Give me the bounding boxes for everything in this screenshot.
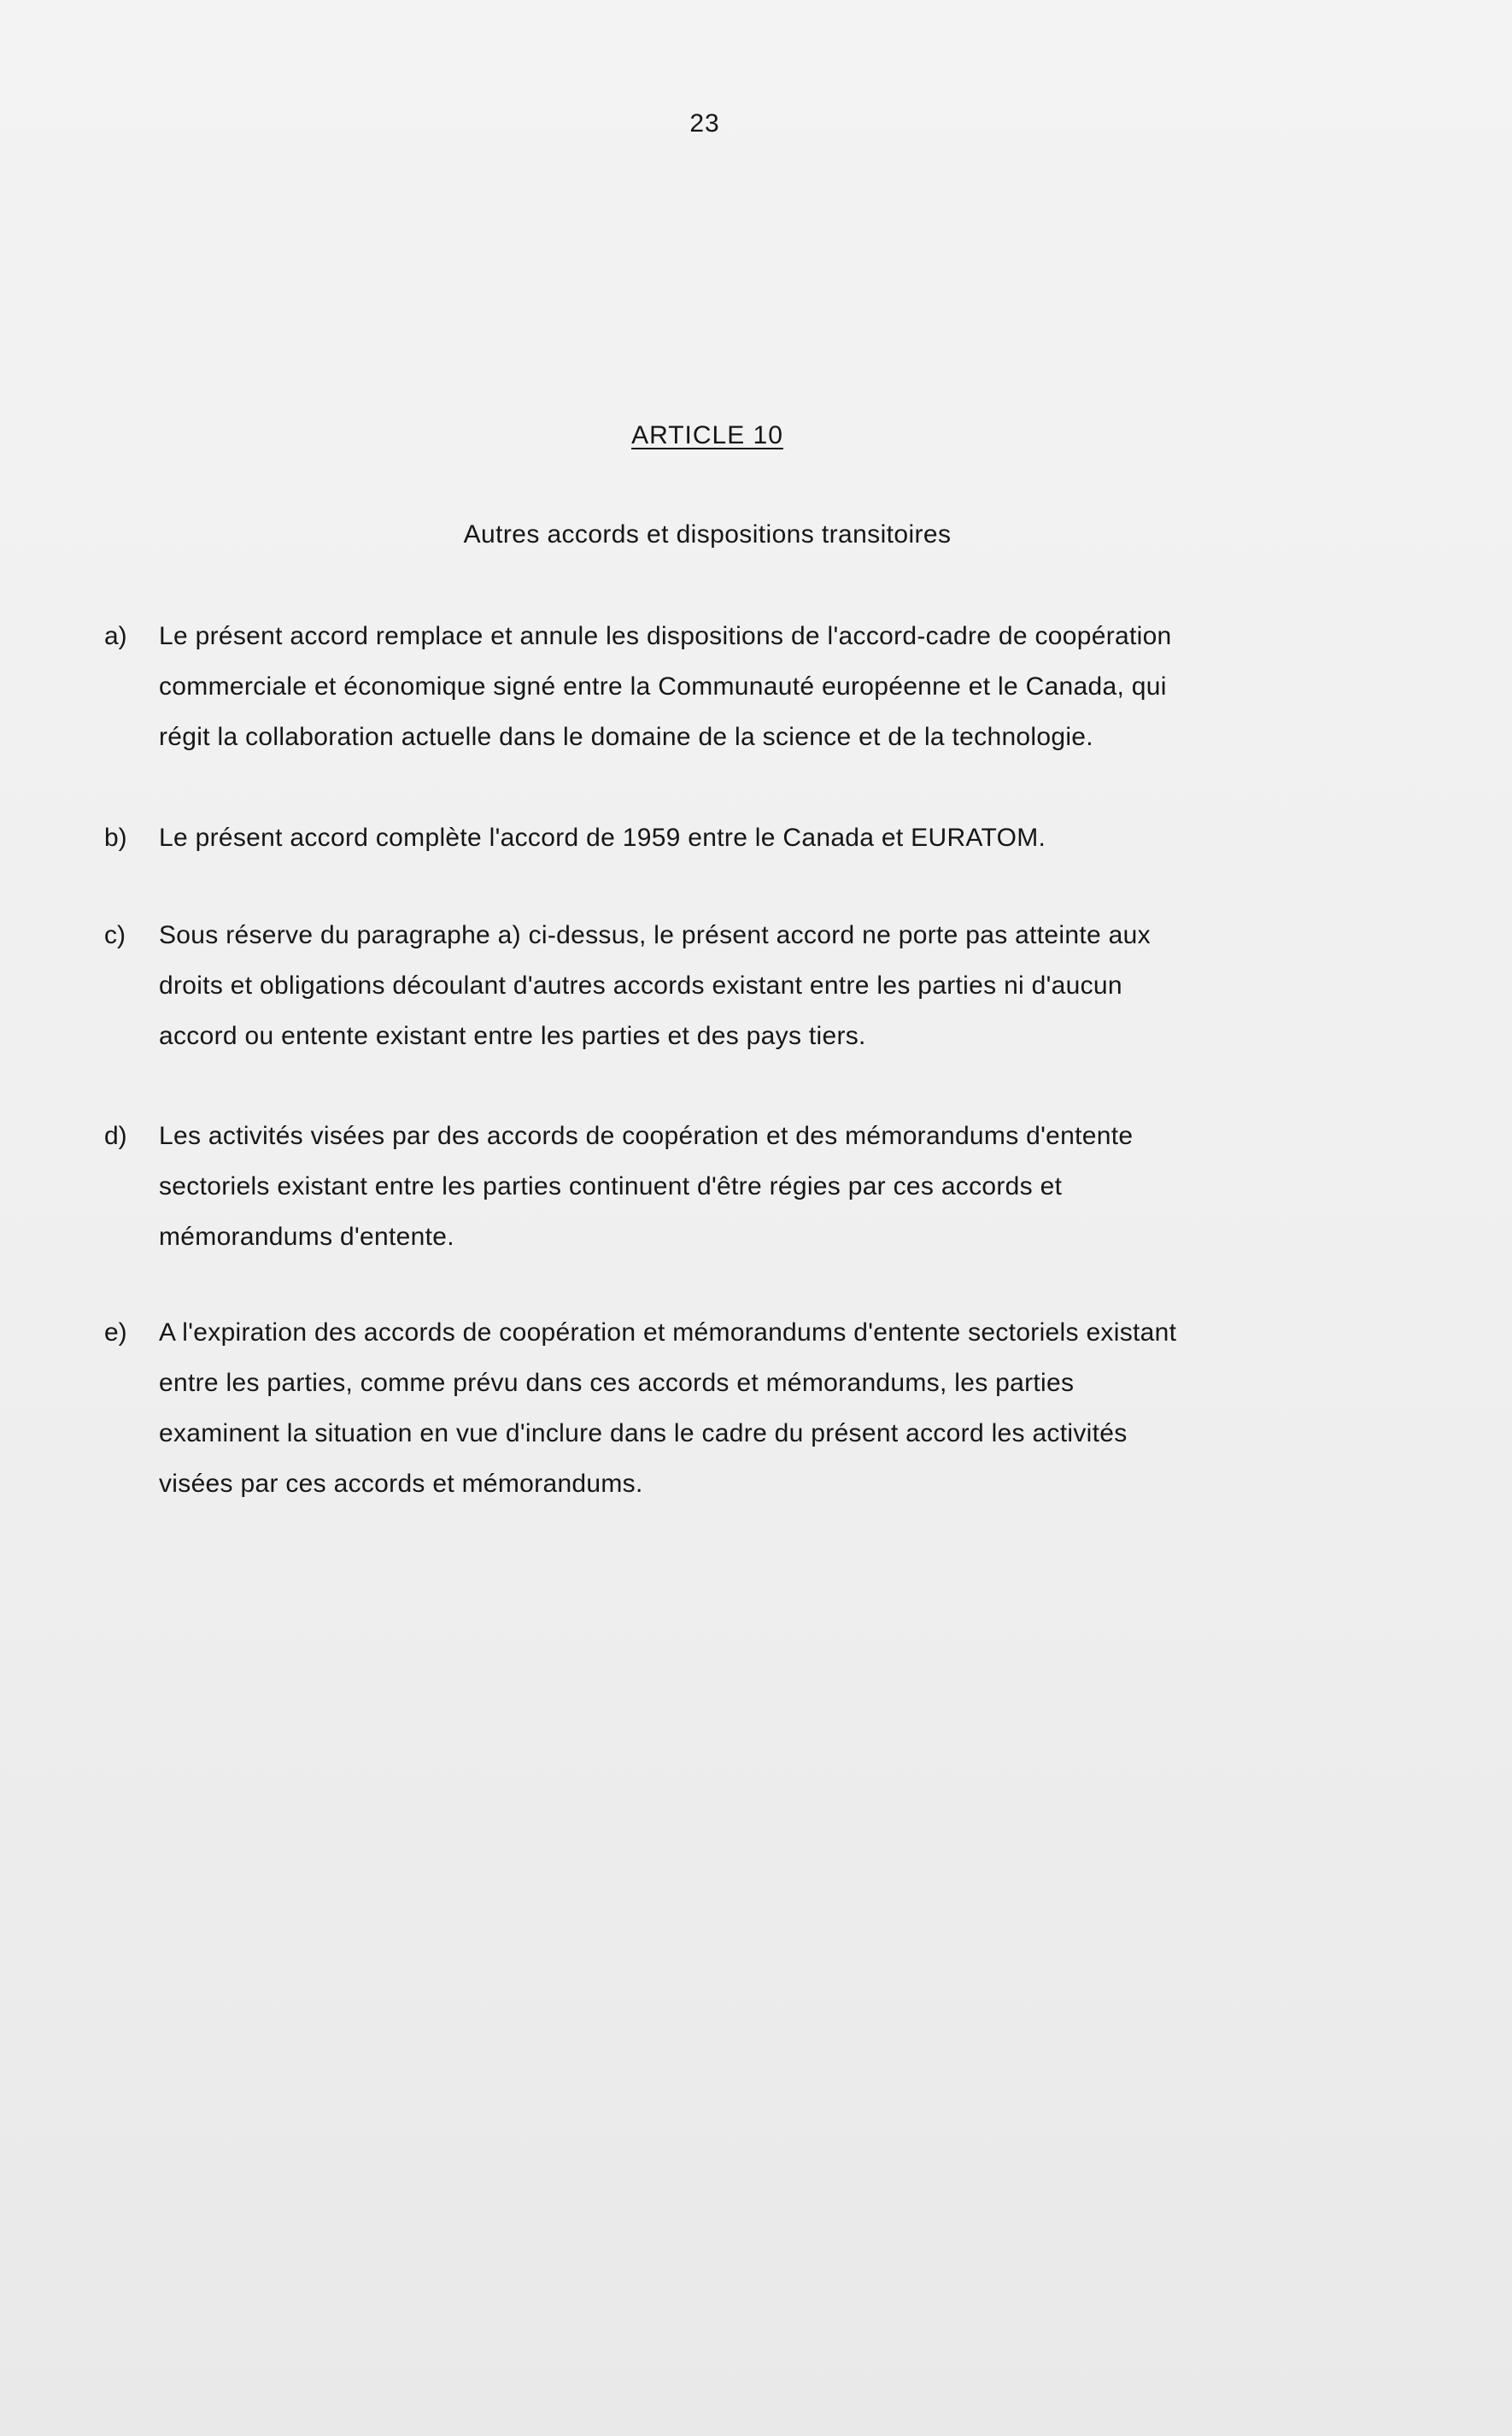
- clause-label: e): [104, 1318, 127, 1347]
- clause-line: Sous réserve du paragraphe a) ci-dessus, le présent accord ne porte pas atteinte aux: [159, 921, 1151, 949]
- clause-line: mémorandums d'entente.: [159, 1223, 454, 1251]
- clause-text: [159, 1111, 1355, 1262]
- article-subtitle: Autres accords et dispositions transitoires: [463, 520, 952, 549]
- clause-text: [159, 910, 1355, 1061]
- clause-line: droits et obligations découlant d'autres accords existant entre les parties ni d'aucun: [159, 971, 1122, 1000]
- clause-line: sectoriels existant entre les parties continuent d'être régies par ces accords et: [159, 1172, 1063, 1200]
- clause-line: accord ou entente existant entre les parties et des pays tiers.: [159, 1022, 866, 1050]
- page-number: 23: [689, 109, 720, 138]
- clause-line: A l'expiration des accords de coopération et mémorandums d'entente sectoriels existant: [159, 1318, 1177, 1347]
- clause-label: d): [104, 1122, 127, 1150]
- article-title: ARTICLE 10: [631, 421, 783, 449]
- clause-label: b): [104, 824, 127, 852]
- clause-line: Le présent accord complète l'accord de 1959 entre le Canada et EURATOM.: [159, 824, 1046, 852]
- clause-label: c): [104, 921, 126, 949]
- clause-text: [159, 611, 1355, 762]
- clause-label: a): [104, 622, 127, 650]
- clause-line: examinent la situation en vue d'inclure dans le cadre du présent accord les activités: [159, 1419, 1128, 1447]
- clause-line: régit la collaboration actuelle dans le domaine de la science et de la technologie.: [159, 723, 1093, 751]
- clause-text: [159, 813, 1355, 863]
- clause-text: [159, 1307, 1355, 1509]
- clause-line: entre les parties, comme prévu dans ces accords et mémorandums, les parties: [159, 1369, 1075, 1397]
- clause-line: commerciale et économique signé entre la Communauté européenne et le Canada, qui: [159, 672, 1167, 701]
- clause-line: Le présent accord remplace et annule les dispositions de l'accord-cadre de coopération: [159, 622, 1172, 650]
- clause-line: visées par ces accords et mémorandums.: [159, 1470, 643, 1498]
- clause-line: Les activités visées par des accords de coopération et des mémorandums d'entente: [159, 1122, 1134, 1150]
